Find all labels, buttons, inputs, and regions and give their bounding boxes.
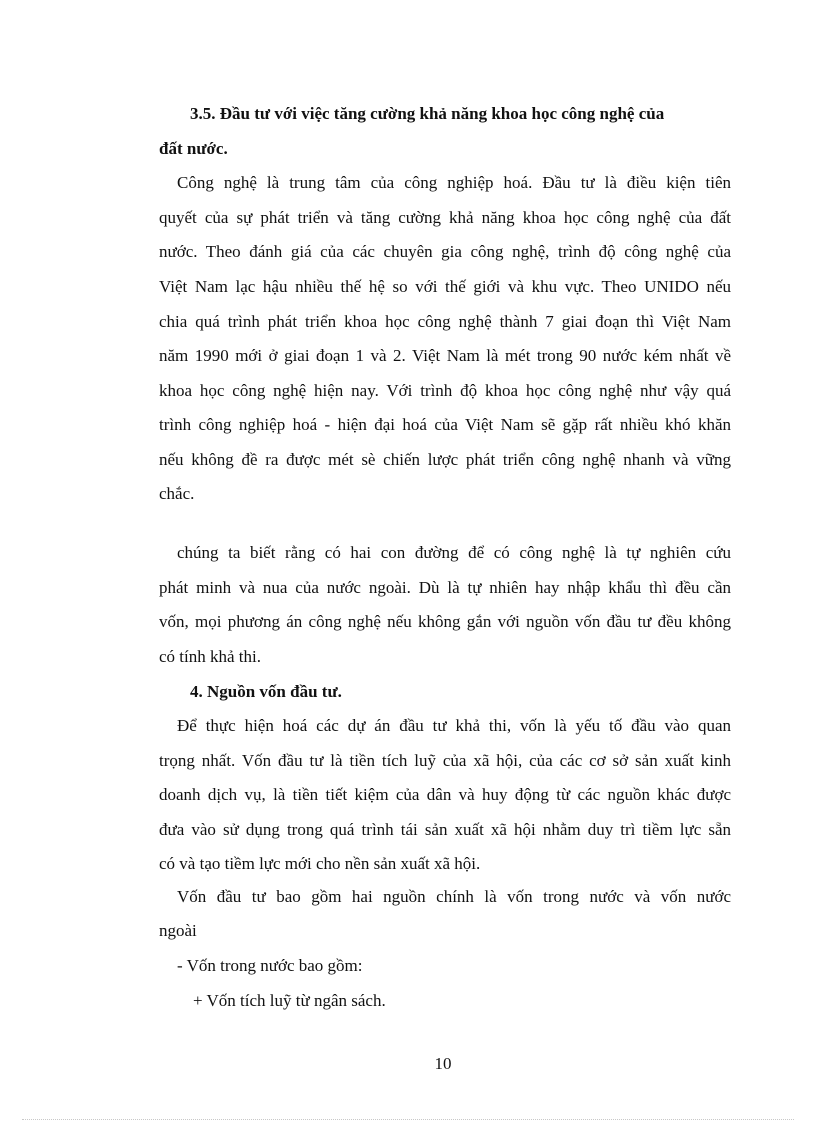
paragraph-line: chia quá trình phát triển khoa học công nghệ thành 7 giai đoạn thì Việt Nam xyxy=(159,312,731,331)
page-number: 10 xyxy=(434,1054,452,1073)
bullet-budget-accumulation: + Vốn tích luỹ từ ngân sách. xyxy=(193,991,386,1010)
paragraph-line: doanh dịch vụ, là tiền tiết kiệm của dân và huy động từ các nguồn khác được xyxy=(159,785,731,804)
paragraph-line: có tính khả thi. xyxy=(159,647,261,666)
paragraph-line: phát minh và nua của nước ngoài. Dù là tự nhiên hay nhập khẩu thì đều cần xyxy=(159,578,731,597)
footer-divider xyxy=(22,1119,794,1120)
section-heading-3-5: 3.5. Đầu tư với việc tăng cường khả năng khoa học công nghệ của xyxy=(190,104,665,123)
paragraph-line: Vốn đầu tư bao gồm hai nguồn chính là vốn trong nước và vốn nước xyxy=(177,887,731,906)
paragraph-line: quyết của sự phát triển và tăng cường khả năng khoa học công nghệ của đất xyxy=(159,208,731,227)
paragraph-line: chúng ta biết rằng có hai con đường để có công nghệ là tự nghiên cứu xyxy=(177,543,731,562)
paragraph-line: Để thực hiện hoá các dự án đầu tư khả thi, vốn là yếu tố đầu vào quan xyxy=(177,716,731,735)
paragraph-line: nếu không đề ra được mét sè chiến lược phát triển công nghệ nhanh và vững xyxy=(159,450,731,469)
bullet-domestic-capital: - Vốn trong nước bao gồm: xyxy=(177,956,363,975)
section-heading-3-5-continued: đất nước. xyxy=(159,139,228,158)
paragraph-line: Công nghệ là trung tâm của công nghiệp hoá. Đầu tư là điều kiện tiên xyxy=(177,173,731,192)
paragraph-line: khoa học công nghệ hiện nay. Với trình độ khoa học công nghệ như vậy quá xyxy=(159,381,731,400)
paragraph-line: trình công nghiệp hoá - hiện đại hoá của Việt Nam sẽ gặp rất nhiều khó khăn xyxy=(159,415,731,434)
paragraph-line: có và tạo tiềm lực mới cho nền sản xuất xã hội. xyxy=(159,854,481,873)
paragraph-line: ngoài xyxy=(159,921,197,940)
paragraph-line: đưa vào sử dụng trong quá trình tái sản xuất xã hội nhằm duy trì tiềm lực sẵn xyxy=(159,820,731,839)
paragraph-line: trọng nhất. Vốn đầu tư là tiền tích luỹ của xã hội, của các cơ sở sản xuất kinh xyxy=(159,751,731,770)
section-heading-4: 4. Nguồn vốn đầu tư. xyxy=(190,682,342,701)
paragraph-line: nước. Theo đánh giá của các chuyên gia công nghệ, trình độ công nghệ của xyxy=(159,242,731,261)
paragraph-line: Việt Nam lạc hậu nhiều thế hệ so với thế giới và khu vực. Theo UNIDO nếu xyxy=(159,277,731,296)
paragraph-line: năm 1990 mới ở giai đoạn 1 và 2. Việt Nam là mét trong 90 nước kém nhất về xyxy=(159,346,731,365)
paragraph-line: chắc. xyxy=(159,484,195,503)
paragraph-line: vốn, mọi phương án công nghệ nếu không gắn với nguồn vốn đầu tư đều không xyxy=(159,612,731,631)
